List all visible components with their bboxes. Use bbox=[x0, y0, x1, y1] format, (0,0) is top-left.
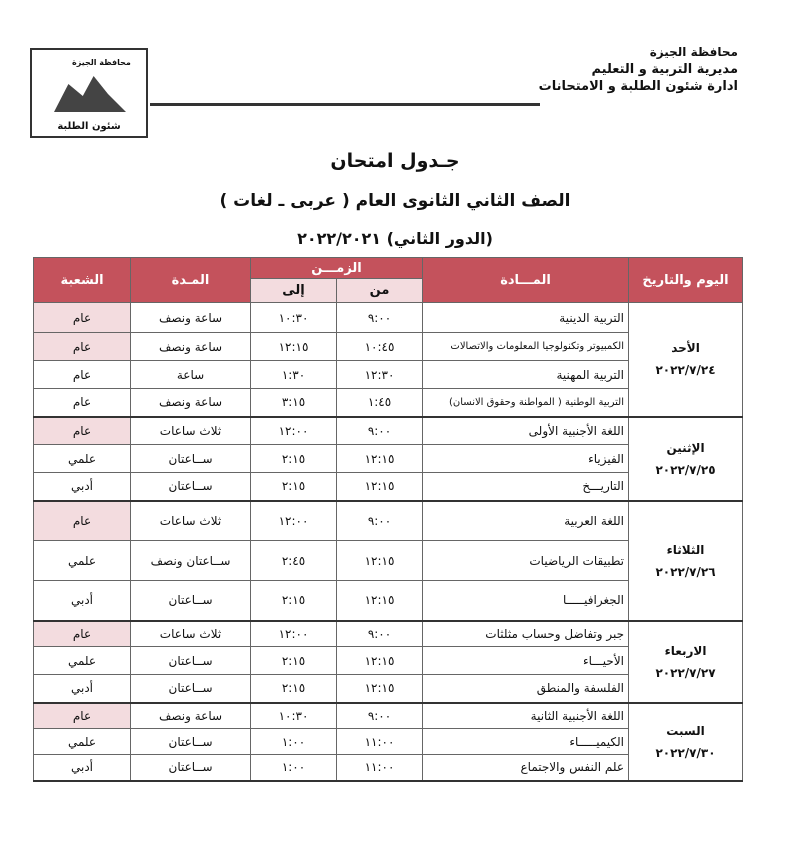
subject-cell: جبر وتفاضل وحساب مثلثات bbox=[423, 621, 629, 647]
branch-cell: عام bbox=[34, 501, 131, 541]
organization-header bbox=[539, 44, 738, 95]
exam-date: ٢٠٢٢/٧/٢٧ bbox=[655, 665, 716, 680]
duration-cell: ثلاث ساعات bbox=[131, 621, 251, 647]
page-title: جـدول امتحان bbox=[330, 150, 460, 172]
header-time: الزمـــن bbox=[251, 258, 423, 279]
header-rule bbox=[150, 103, 540, 106]
governorate-name: محافظة الجيزة bbox=[649, 45, 738, 59]
duration-cell: ثلاث ساعات bbox=[131, 417, 251, 445]
duration-cell: ســاعتان bbox=[131, 445, 251, 473]
duration-cell: ســاعتان bbox=[131, 755, 251, 781]
grade-title: الصف الثاني الثانوى العام ( عربى ـ لغات ) bbox=[219, 191, 571, 211]
day-date-cell bbox=[629, 417, 743, 501]
subject-cell: اللغة العربية bbox=[423, 501, 629, 541]
header-day-date: اليوم والتاريخ bbox=[629, 258, 743, 303]
header-duration: المـدة bbox=[131, 258, 251, 303]
to-time-cell: ١٢:١٥ bbox=[251, 333, 337, 361]
day-name: السبت bbox=[666, 723, 705, 738]
duration-cell: ســاعتان bbox=[131, 675, 251, 703]
duration-cell: ثلاث ساعات bbox=[131, 501, 251, 541]
subject-cell: الجغرافيـــــا bbox=[423, 581, 629, 621]
table-row bbox=[34, 501, 743, 541]
subject-cell: التربية المهنية bbox=[423, 361, 629, 389]
duration-cell: ســاعتان bbox=[131, 729, 251, 755]
from-time-cell: ١٢:١٥ bbox=[337, 541, 423, 581]
from-time-cell: ٩:٠٠ bbox=[337, 703, 423, 729]
branch-cell: علمي bbox=[34, 445, 131, 473]
branch-cell: علمي bbox=[34, 541, 131, 581]
logo-top-text: محافظة الجيزة bbox=[72, 58, 131, 67]
day-name: الإثنين bbox=[666, 440, 705, 455]
from-time-cell: ١٢:١٥ bbox=[337, 675, 423, 703]
exam-date: ٢٠٢٢/٧/٣٠ bbox=[655, 745, 716, 760]
to-time-cell: ١٠:٣٠ bbox=[251, 303, 337, 333]
exam-schedule-table bbox=[33, 257, 743, 782]
from-time-cell: ٩:٠٠ bbox=[337, 501, 423, 541]
exam-date: ٢٠٢٢/٧/٢٦ bbox=[655, 564, 716, 579]
branch-cell: أدبي bbox=[34, 473, 131, 501]
subject-cell: الكيميـــــاء bbox=[423, 729, 629, 755]
day-name: الأحد bbox=[671, 341, 700, 356]
to-time-cell: ٢:١٥ bbox=[251, 473, 337, 501]
table-row bbox=[34, 621, 743, 647]
day-date-cell bbox=[629, 703, 743, 781]
directorate-logo bbox=[30, 48, 148, 138]
branch-cell: عام bbox=[34, 703, 131, 729]
duration-cell: ساعة ونصف bbox=[131, 303, 251, 333]
from-time-cell: ١:٤٥ bbox=[337, 389, 423, 417]
to-time-cell: ٢:١٥ bbox=[251, 445, 337, 473]
duration-cell: ساعة bbox=[131, 361, 251, 389]
round-title: (الدور الثاني) ٢٠٢٢/٢٠٢١ bbox=[297, 229, 493, 248]
branch-cell: عام bbox=[34, 333, 131, 361]
day-date-cell bbox=[629, 621, 743, 703]
to-time-cell: ١:٠٠ bbox=[251, 729, 337, 755]
day-date-cell bbox=[629, 303, 743, 417]
to-time-cell: ١٢:٠٠ bbox=[251, 501, 337, 541]
branch-cell: عام bbox=[34, 417, 131, 445]
to-time-cell: ٢:٤٥ bbox=[251, 541, 337, 581]
day-name: الثلاثاء bbox=[666, 542, 705, 557]
subject-cell: الفيزياء bbox=[423, 445, 629, 473]
from-time-cell: ١٢:٣٠ bbox=[337, 361, 423, 389]
subject-cell: التاريـــخ bbox=[423, 473, 629, 501]
subject-cell: الكمبيوتر وتكنولوجيا المعلومات والاتصالات bbox=[423, 333, 629, 361]
duration-cell: ســاعتان bbox=[131, 647, 251, 675]
branch-cell: عام bbox=[34, 361, 131, 389]
to-time-cell: ١:٣٠ bbox=[251, 361, 337, 389]
branch-cell: عام bbox=[34, 389, 131, 417]
to-time-cell: ١٠:٣٠ bbox=[251, 703, 337, 729]
subject-cell: تطبيقات الرياضيات bbox=[423, 541, 629, 581]
to-time-cell: ٢:١٥ bbox=[251, 581, 337, 621]
branch-cell: أدبي bbox=[34, 581, 131, 621]
from-time-cell: ٩:٠٠ bbox=[337, 621, 423, 647]
subject-cell: اللغة الأجنبية الثانية bbox=[423, 703, 629, 729]
subject-cell: اللغة الأجنبية الأولى bbox=[423, 417, 629, 445]
to-time-cell: ٣:١٥ bbox=[251, 389, 337, 417]
from-time-cell: ١١:٠٠ bbox=[337, 729, 423, 755]
header-to: إلى bbox=[251, 279, 337, 303]
branch-cell: أدبي bbox=[34, 675, 131, 703]
table-row bbox=[34, 303, 743, 333]
from-time-cell: ١٢:١٥ bbox=[337, 581, 423, 621]
table-row bbox=[34, 703, 743, 729]
to-time-cell: ٢:١٥ bbox=[251, 675, 337, 703]
table-row bbox=[34, 417, 743, 445]
from-time-cell: ١١:٠٠ bbox=[337, 755, 423, 781]
subject-cell: علم النفس والاجتماع bbox=[423, 755, 629, 781]
header-from: من bbox=[337, 279, 423, 303]
subject-cell: التربية الوطنية ( المواطنة وحقوق الانسان) bbox=[423, 389, 629, 417]
day-date-cell bbox=[629, 501, 743, 621]
logo-label: شئون الطلبة bbox=[57, 121, 121, 132]
from-time-cell: ١٢:١٥ bbox=[337, 647, 423, 675]
from-time-cell: ١٢:١٥ bbox=[337, 445, 423, 473]
to-time-cell: ١:٠٠ bbox=[251, 755, 337, 781]
header-branch: الشعبة bbox=[34, 258, 131, 303]
branch-cell: علمي bbox=[34, 647, 131, 675]
to-time-cell: ٢:١٥ bbox=[251, 647, 337, 675]
logo-building-icon bbox=[54, 72, 126, 112]
directorate-name: مديرية التربية و التعليم bbox=[591, 62, 738, 77]
duration-cell: ساعة ونصف bbox=[131, 333, 251, 361]
duration-cell: ســاعتان bbox=[131, 581, 251, 621]
branch-cell: أدبي bbox=[34, 755, 131, 781]
subject-cell: الأحيـــاء bbox=[423, 647, 629, 675]
branch-cell: علمي bbox=[34, 729, 131, 755]
subject-cell: التربية الدينية bbox=[423, 303, 629, 333]
day-name: الاربعاء bbox=[664, 643, 707, 658]
from-time-cell: ١٠:٤٥ bbox=[337, 333, 423, 361]
branch-cell: عام bbox=[34, 621, 131, 647]
branch-cell: عام bbox=[34, 303, 131, 333]
subject-cell: الفلسفة والمنطق bbox=[423, 675, 629, 703]
duration-cell: ساعة ونصف bbox=[131, 703, 251, 729]
duration-cell: ساعة ونصف bbox=[131, 389, 251, 417]
duration-cell: ســاعتان ونصف bbox=[131, 541, 251, 581]
to-time-cell: ١٢:٠٠ bbox=[251, 621, 337, 647]
to-time-cell: ١٢:٠٠ bbox=[251, 417, 337, 445]
department-name: ادارة شئون الطلبة و الامتحانات bbox=[538, 79, 738, 94]
header-subject: المـــادة bbox=[423, 258, 629, 303]
from-time-cell: ٩:٠٠ bbox=[337, 303, 423, 333]
duration-cell: ســاعتان bbox=[131, 473, 251, 501]
exam-date: ٢٠٢٢/٧/٢٤ bbox=[655, 363, 716, 378]
exam-date: ٢٠٢٢/٧/٢٥ bbox=[655, 462, 716, 477]
from-time-cell: ١٢:١٥ bbox=[337, 473, 423, 501]
from-time-cell: ٩:٠٠ bbox=[337, 417, 423, 445]
